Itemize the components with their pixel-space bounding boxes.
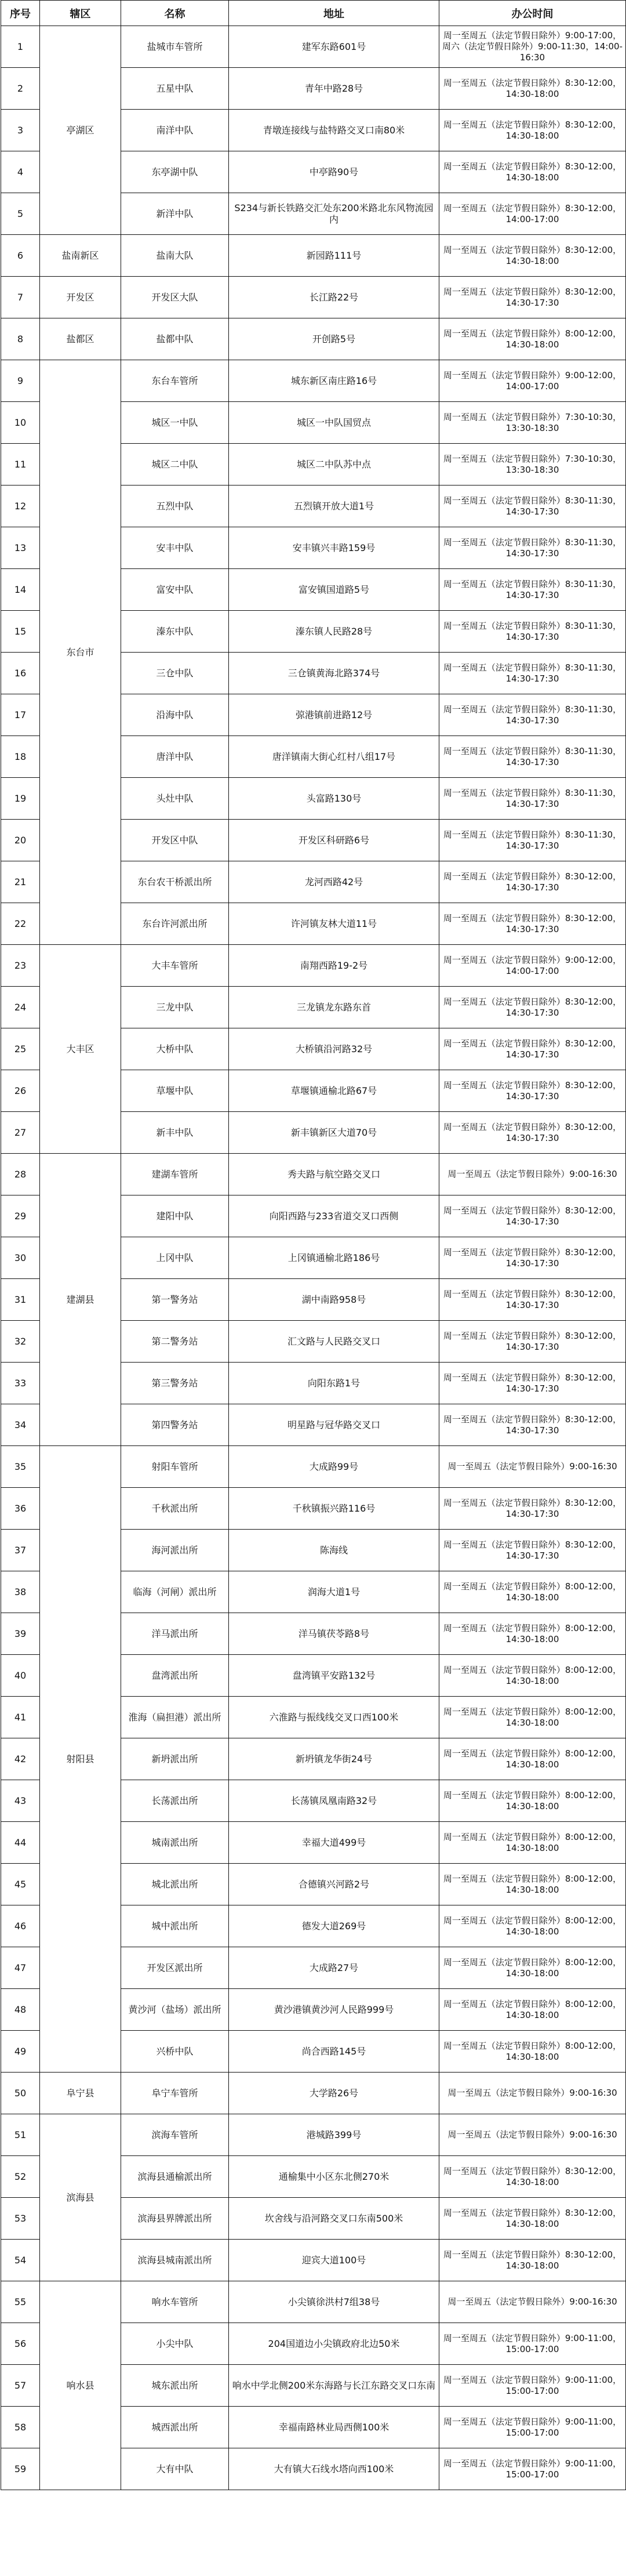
- cell-seq: 26: [1, 1070, 40, 1112]
- cell-address: 小尖镇徐洪村7组38号: [229, 2281, 439, 2323]
- cell-name: 临海（河闸）派出所: [121, 1571, 229, 1613]
- cell-name: 第四警务站: [121, 1404, 229, 1446]
- cell-name: 南洋中队: [121, 110, 229, 151]
- cell-name: 溱东中队: [121, 611, 229, 653]
- cell-seq: 12: [1, 486, 40, 527]
- cell-name: 大桥中队: [121, 1028, 229, 1070]
- cell-hours: 周一至周五（法定节假日除外）9:00-16:30: [439, 2281, 626, 2323]
- cell-seq: 30: [1, 1237, 40, 1279]
- cell-seq: 54: [1, 2240, 40, 2281]
- cell-hours: 周一至周五（法定节假日除外）8:30-12:00，14:30-17:30: [439, 987, 626, 1028]
- cell-seq: 58: [1, 2407, 40, 2448]
- cell-name: 盐城市车管所: [121, 26, 229, 68]
- table-row: [1, 318, 626, 360]
- cell-district: 盐南新区: [40, 235, 121, 277]
- cell-seq: 51: [1, 2114, 40, 2156]
- cell-hours: 周一至周五（法定节假日除外）9:00-16:30: [439, 2114, 626, 2156]
- cell-name: 射阳车管所: [121, 1446, 229, 1488]
- cell-name: 头灶中队: [121, 778, 229, 820]
- cell-hours: 周一至周五（法定节假日除外）8:30-12:00，14:30-17:30: [439, 1028, 626, 1070]
- cell-name: 安丰中队: [121, 527, 229, 569]
- cell-seq: 19: [1, 778, 40, 820]
- cell-name: 淮海（扁担港）派出所: [121, 1697, 229, 1738]
- cell-district: 东台市: [40, 360, 121, 945]
- cell-seq: 40: [1, 1655, 40, 1697]
- cell-name: 城南派出所: [121, 1822, 229, 1864]
- cell-hours: 周一至周五（法定节假日除外）8:30-12:00，14:30-17:30: [439, 1363, 626, 1404]
- cell-hours: 周一至周五（法定节假日除外）9:00-12:00，14:00-17:00: [439, 945, 626, 987]
- cell-hours: 周一至周五（法定节假日除外）8:30-12:00，14:30-17:30: [439, 1279, 626, 1321]
- cell-hours: 周一至周五（法定节假日除外）8:30-12:00，14:30-18:00: [439, 110, 626, 151]
- cell-district: 响水县: [40, 2281, 121, 2490]
- cell-name: 海河派出所: [121, 1530, 229, 1571]
- cell-address: 城区一中队国贸点: [229, 402, 439, 444]
- cell-seq: 42: [1, 1738, 40, 1780]
- cell-seq: 59: [1, 2448, 40, 2490]
- cell-seq: 23: [1, 945, 40, 987]
- table-row: [1, 235, 626, 277]
- cell-address: 长荡镇凤凰南路32号: [229, 1780, 439, 1822]
- cell-address: 汇文路与人民路交叉口: [229, 1321, 439, 1363]
- cell-seq: 57: [1, 2365, 40, 2407]
- cell-address: 中亭路90号: [229, 151, 439, 193]
- cell-address: 许河镇友林大道11号: [229, 903, 439, 945]
- cell-seq: 8: [1, 318, 40, 360]
- cell-seq: 33: [1, 1363, 40, 1404]
- cell-hours: 周一至周五（法定节假日除外）8:00-12:00，14:30-18:00: [439, 1655, 626, 1697]
- cell-address: 草堰镇通榆北路67号: [229, 1070, 439, 1112]
- cell-hours: 周一至周五（法定节假日除外）8:30-11:30，14:30-17:30: [439, 694, 626, 736]
- cell-address: 富安镇国道路5号: [229, 569, 439, 611]
- cell-name: 城区一中队: [121, 402, 229, 444]
- cell-seq: 15: [1, 611, 40, 653]
- cell-hours: 周一至周五（法定节假日除外）8:30-12:00，14:30-18:00: [439, 2156, 626, 2198]
- cell-address: 三仓镇黄海北路374号: [229, 653, 439, 694]
- cell-hours: 周一至周五（法定节假日除外）9:00-16:30: [439, 2073, 626, 2114]
- cell-seq: 2: [1, 68, 40, 110]
- cell-seq: 18: [1, 736, 40, 778]
- table-row: [1, 277, 626, 318]
- cell-address: 向阳东路1号: [229, 1363, 439, 1404]
- cell-seq: 13: [1, 527, 40, 569]
- cell-hours: 周一至周五（法定节假日除外）7:30-10:30，13:30-18:30: [439, 444, 626, 486]
- cell-seq: 6: [1, 235, 40, 277]
- cell-seq: 48: [1, 1989, 40, 2031]
- cell-seq: 35: [1, 1446, 40, 1488]
- cell-hours: 周一至周五（法定节假日除外）8:30-11:30，14:30-17:30: [439, 569, 626, 611]
- cell-name: 五星中队: [121, 68, 229, 110]
- cell-hours: 周一至周五（法定节假日除外）9:00-11:00，15:00-17:00: [439, 2407, 626, 2448]
- cell-district: 建湖县: [40, 1154, 121, 1446]
- cell-name: 东台许河派出所: [121, 903, 229, 945]
- cell-hours: 周一至周五（法定节假日除外）8:30-11:30，14:30-17:30: [439, 527, 626, 569]
- cell-hours: 周一至周五（法定节假日除外）8:30-12:00，14:30-17:30: [439, 1321, 626, 1363]
- cell-hours: 周一至周五（法定节假日除外）8:30-12:00，14:30-17:30: [439, 903, 626, 945]
- cell-seq: 32: [1, 1321, 40, 1363]
- cell-name: 响水车管所: [121, 2281, 229, 2323]
- cell-address: 城东新区南庄路16号: [229, 360, 439, 402]
- cell-hours: 周一至周五（法定节假日除外）8:30-12:00，14:30-17:30: [439, 1404, 626, 1446]
- cell-hours: 周一至周五（法定节假日除外）8:30-12:00，14:30-18:00: [439, 68, 626, 110]
- cell-hours: 周一至周五（法定节假日除外）8:00-12:00，14:30-18:00: [439, 318, 626, 360]
- cell-name: 新坍派出所: [121, 1738, 229, 1780]
- cell-hours: 周一至周五（法定节假日除外）8:00-12:00，14:30-18:00: [439, 1864, 626, 1905]
- cell-name: 盐南大队: [121, 235, 229, 277]
- cell-hours: 周一至周五（法定节假日除外）8:00-12:00，14:30-18:00: [439, 1989, 626, 2031]
- cell-seq: 44: [1, 1822, 40, 1864]
- cell-seq: 5: [1, 193, 40, 235]
- cell-name: 洋马派出所: [121, 1613, 229, 1655]
- cell-seq: 49: [1, 2031, 40, 2073]
- table-row: [1, 945, 626, 987]
- cell-address: 新坍镇龙华街24号: [229, 1738, 439, 1780]
- cell-hours: 周一至周五（法定节假日除外）8:30-11:30，14:30-17:30: [439, 486, 626, 527]
- cell-hours: 周一至周五（法定节假日除外）8:00-12:00，14:30-18:00: [439, 1697, 626, 1738]
- cell-address: 坎舍线与沿河路交叉口东南500米: [229, 2198, 439, 2240]
- cell-name: 东亭湖中队: [121, 151, 229, 193]
- cell-name: 滨海县城南派出所: [121, 2240, 229, 2281]
- cell-name: 新洋中队: [121, 193, 229, 235]
- cell-name: 五烈中队: [121, 486, 229, 527]
- cell-name: 开发区中队: [121, 820, 229, 861]
- cell-name: 东台车管所: [121, 360, 229, 402]
- cell-address: 合德镇兴河路2号: [229, 1864, 439, 1905]
- cell-hours: 周一至周五（法定节假日除外）8:30-12:00，14:30-18:00: [439, 2240, 626, 2281]
- cell-seq: 36: [1, 1488, 40, 1530]
- cell-hours: 周一至周五（法定节假日除外）8:30-11:30，14:30-17:30: [439, 736, 626, 778]
- cell-address: 幸福南路林业局西侧100米: [229, 2407, 439, 2448]
- cell-name: 阜宁车管所: [121, 2073, 229, 2114]
- cell-address: 响水中学北侧200米东海路与长江东路交叉口东南: [229, 2365, 439, 2407]
- cell-seq: 46: [1, 1905, 40, 1947]
- cell-hours: 周一至周五（法定节假日除外）8:30-12:00，14:00-17:00: [439, 193, 626, 235]
- cell-hours: 周一至周五（法定节假日除外）8:30-12:00，14:30-17:30: [439, 1530, 626, 1571]
- header-district: 辖区: [40, 1, 121, 26]
- cell-name: 第二警务站: [121, 1321, 229, 1363]
- cell-address: 六淮路与振线线交叉口西100米: [229, 1697, 439, 1738]
- cell-address: 大成路27号: [229, 1947, 439, 1989]
- cell-seq: 9: [1, 360, 40, 402]
- cell-address: 湖中南路958号: [229, 1279, 439, 1321]
- cell-seq: 52: [1, 2156, 40, 2198]
- cell-hours: 周一至周五（法定节假日除外）8:00-12:00，14:30-18:00: [439, 1780, 626, 1822]
- cell-district: 阜宁县: [40, 2073, 121, 2114]
- cell-name: 黄沙河（盐场）派出所: [121, 1989, 229, 2031]
- cell-hours: 周一至周五（法定节假日除外）8:30-11:30，14:30-17:30: [439, 611, 626, 653]
- cell-hours: 周一至周五（法定节假日除外）9:00-11:00，15:00-17:00: [439, 2365, 626, 2407]
- cell-name: 开发区派出所: [121, 1947, 229, 1989]
- cell-seq: 55: [1, 2281, 40, 2323]
- cell-name: 三龙中队: [121, 987, 229, 1028]
- cell-seq: 21: [1, 861, 40, 903]
- cell-name: 上冈中队: [121, 1237, 229, 1279]
- cell-hours: 周一至周五（法定节假日除外）9:00-11:00，15:00-17:00: [439, 2323, 626, 2365]
- cell-address: 通榆集中小区东北侧270米: [229, 2156, 439, 2198]
- cell-address: 秀夫路与航空路交叉口: [229, 1154, 439, 1195]
- cell-name: 兴桥中队: [121, 2031, 229, 2073]
- cell-hours: 周一至周五（法定节假日除外）8:30-11:30，14:30-17:30: [439, 820, 626, 861]
- cell-address: 大有镇大石线水塔向西100米: [229, 2448, 439, 2490]
- cell-name: 沿海中队: [121, 694, 229, 736]
- cell-seq: 34: [1, 1404, 40, 1446]
- cell-address: 青年中路28号: [229, 68, 439, 110]
- table-row: [1, 1154, 626, 1195]
- cell-seq: 37: [1, 1530, 40, 1571]
- cell-hours: 周一至周五（法定节假日除外）8:00-12:00，14:30-18:00: [439, 1613, 626, 1655]
- office-hours-table: [1, 0, 626, 2490]
- cell-seq: 45: [1, 1864, 40, 1905]
- cell-seq: 14: [1, 569, 40, 611]
- cell-hours: 周一至周五（法定节假日除外）7:30-10:30，13:30-18:30: [439, 402, 626, 444]
- cell-hours: 周一至周五（法定节假日除外）9:00-16:30: [439, 1446, 626, 1488]
- cell-name: 滨海县通榆派出所: [121, 2156, 229, 2198]
- cell-name: 小尖中队: [121, 2323, 229, 2365]
- cell-hours: 周一至周五（法定节假日除外）8:30-11:30，14:30-17:30: [439, 653, 626, 694]
- cell-seq: 50: [1, 2073, 40, 2114]
- cell-hours: 周一至周五（法定节假日除外）8:00-12:00，14:30-18:00: [439, 1947, 626, 1989]
- table-row: [1, 2114, 626, 2156]
- cell-name: 大有中队: [121, 2448, 229, 2490]
- table-body: [1, 26, 626, 2490]
- cell-seq: 16: [1, 653, 40, 694]
- cell-seq: 28: [1, 1154, 40, 1195]
- cell-address: 陈海线: [229, 1530, 439, 1571]
- header-seq: 序号: [1, 1, 40, 26]
- cell-seq: 24: [1, 987, 40, 1028]
- cell-address: 迎宾大道100号: [229, 2240, 439, 2281]
- cell-name: 唐洋中队: [121, 736, 229, 778]
- cell-hours: 周一至周五（法定节假日除外）8:00-12:00，14:30-18:00: [439, 1738, 626, 1780]
- cell-name: 城区二中队: [121, 444, 229, 486]
- cell-seq: 7: [1, 277, 40, 318]
- cell-name: 大丰车管所: [121, 945, 229, 987]
- cell-address: 三龙镇龙东路东首: [229, 987, 439, 1028]
- cell-address: 龙河西路42号: [229, 861, 439, 903]
- cell-district: 亭湖区: [40, 26, 121, 235]
- header-hours: 办公时间: [439, 1, 626, 26]
- cell-seq: 3: [1, 110, 40, 151]
- cell-name: 盐都中队: [121, 318, 229, 360]
- cell-address: 开创路5号: [229, 318, 439, 360]
- cell-address: 尚合西路145号: [229, 2031, 439, 2073]
- cell-name: 城西派出所: [121, 2407, 229, 2448]
- cell-seq: 39: [1, 1613, 40, 1655]
- cell-address: 盘湾镇平安路132号: [229, 1655, 439, 1697]
- cell-address: 大桥镇沿河路32号: [229, 1028, 439, 1070]
- cell-address: 开发区科研路6号: [229, 820, 439, 861]
- cell-address: 青墩连接线与盐特路交叉口南80米: [229, 110, 439, 151]
- cell-name: 城中派出所: [121, 1905, 229, 1947]
- cell-district: 开发区: [40, 277, 121, 318]
- cell-hours: 周一至周五（法定节假日除外）8:30-12:00，14:30-17:30: [439, 1237, 626, 1279]
- cell-name: 建湖车管所: [121, 1154, 229, 1195]
- cell-address: 唐洋镇南大街心红村八组17号: [229, 736, 439, 778]
- cell-seq: 11: [1, 444, 40, 486]
- header-name: 名称: [121, 1, 229, 26]
- cell-address: 幸福大道499号: [229, 1822, 439, 1864]
- cell-name: 新丰中队: [121, 1112, 229, 1154]
- cell-seq: 31: [1, 1279, 40, 1321]
- table-row: [1, 26, 626, 68]
- cell-address: 上冈镇通榆北路186号: [229, 1237, 439, 1279]
- cell-seq: 25: [1, 1028, 40, 1070]
- cell-address: 黄沙港镇黄沙河人民路999号: [229, 1989, 439, 2031]
- cell-address: 安丰镇兴丰路159号: [229, 527, 439, 569]
- cell-name: 三仓中队: [121, 653, 229, 694]
- table-row: [1, 1446, 626, 1488]
- header-address: 地址: [229, 1, 439, 26]
- cell-seq: 43: [1, 1780, 40, 1822]
- cell-address: 千秋镇振兴路116号: [229, 1488, 439, 1530]
- cell-name: 城北派出所: [121, 1864, 229, 1905]
- table-row: [1, 360, 626, 402]
- cell-address: 城区二中队苏中点: [229, 444, 439, 486]
- cell-address: 溱东镇人民路28号: [229, 611, 439, 653]
- cell-address: 南翔西路19-2号: [229, 945, 439, 987]
- cell-name: 开发区大队: [121, 277, 229, 318]
- table-row: [1, 2073, 626, 2114]
- cell-address: 德发大道269号: [229, 1905, 439, 1947]
- cell-address: 204国道边小尖镇政府北边50米: [229, 2323, 439, 2365]
- cell-district: 射阳县: [40, 1446, 121, 2073]
- cell-address: 向阳西路与233省道交叉口西侧: [229, 1195, 439, 1237]
- cell-hours: 周一至周五（法定节假日除外）9:00-12:00，14:00-17:00: [439, 360, 626, 402]
- cell-district: 滨海县: [40, 2114, 121, 2281]
- cell-address: 洋马镇茯苓路8号: [229, 1613, 439, 1655]
- cell-address: S234与新长铁路交汇处东200米路北东风物流园内: [229, 193, 439, 235]
- cell-name: 滨海县界牌派出所: [121, 2198, 229, 2240]
- cell-seq: 4: [1, 151, 40, 193]
- cell-address: 新园路111号: [229, 235, 439, 277]
- cell-address: 五烈镇开放大道1号: [229, 486, 439, 527]
- cell-name: 长荡派出所: [121, 1780, 229, 1822]
- cell-address: 大成路99号: [229, 1446, 439, 1488]
- cell-hours: 周一至周五（法定节假日除外）9:00-16:30: [439, 1154, 626, 1195]
- cell-hours: 周一至周五（法定节假日除外）8:30-12:00，14:30-17:30: [439, 861, 626, 903]
- cell-hours: 周一至周五（法定节假日除外）8:30-11:30，14:30-17:30: [439, 778, 626, 820]
- cell-seq: 17: [1, 694, 40, 736]
- table-row: [1, 2281, 626, 2323]
- cell-seq: 27: [1, 1112, 40, 1154]
- cell-seq: 38: [1, 1571, 40, 1613]
- cell-name: 第一警务站: [121, 1279, 229, 1321]
- cell-seq: 47: [1, 1947, 40, 1989]
- cell-hours: 周一至周五（法定节假日除外）9:00-17:00，周六（法定节假日除外）9:00-11:30，14:00-16:30: [439, 26, 626, 68]
- cell-hours: 周一至周五（法定节假日除外）8:30-12:00，14:30-17:30: [439, 1112, 626, 1154]
- cell-hours: 周一至周五（法定节假日除外）8:30-12:00，14:30-18:00: [439, 151, 626, 193]
- cell-address: 长江路22号: [229, 277, 439, 318]
- cell-address: 润海大道1号: [229, 1571, 439, 1613]
- cell-address: 头富路130号: [229, 778, 439, 820]
- cell-name: 盘湾派出所: [121, 1655, 229, 1697]
- cell-hours: 周一至周五（法定节假日除外）8:00-12:00，14:30-18:00: [439, 2031, 626, 2073]
- cell-seq: 1: [1, 26, 40, 68]
- cell-district: 盐都区: [40, 318, 121, 360]
- cell-hours: 周一至周五（法定节假日除外）8:30-12:00，14:30-17:30: [439, 1195, 626, 1237]
- cell-name: 第三警务站: [121, 1363, 229, 1404]
- cell-seq: 10: [1, 402, 40, 444]
- cell-address: 新丰镇新区大道70号: [229, 1112, 439, 1154]
- cell-name: 草堰中队: [121, 1070, 229, 1112]
- cell-hours: 周一至周五（法定节假日除外）8:30-12:00，14:30-17:30: [439, 277, 626, 318]
- cell-seq: 41: [1, 1697, 40, 1738]
- cell-address: 港城路399号: [229, 2114, 439, 2156]
- cell-address: 弶港镇前进路12号: [229, 694, 439, 736]
- cell-district: 大丰区: [40, 945, 121, 1154]
- cell-address: 明星路与冠华路交叉口: [229, 1404, 439, 1446]
- cell-hours: 周一至周五（法定节假日除外）8:30-12:00，14:30-18:00: [439, 235, 626, 277]
- cell-seq: 53: [1, 2198, 40, 2240]
- cell-name: 东台农干桥派出所: [121, 861, 229, 903]
- cell-name: 滨海车管所: [121, 2114, 229, 2156]
- cell-seq: 29: [1, 1195, 40, 1237]
- cell-name: 富安中队: [121, 569, 229, 611]
- cell-address: 大学路26号: [229, 2073, 439, 2114]
- cell-name: 千秋派出所: [121, 1488, 229, 1530]
- table-header-row: [1, 1, 626, 26]
- cell-hours: 周一至周五（法定节假日除外）8:00-12:00，14:30-18:00: [439, 1905, 626, 1947]
- cell-seq: 56: [1, 2323, 40, 2365]
- cell-seq: 20: [1, 820, 40, 861]
- cell-hours: 周一至周五（法定节假日除外）8:30-12:00，14:30-18:00: [439, 2198, 626, 2240]
- cell-name: 城东派出所: [121, 2365, 229, 2407]
- cell-name: 建阳中队: [121, 1195, 229, 1237]
- cell-hours: 周一至周五（法定节假日除外）8:30-12:00，14:30-17:30: [439, 1488, 626, 1530]
- cell-address: 建军东路601号: [229, 26, 439, 68]
- cell-hours: 周一至周五（法定节假日除外）8:30-12:00，14:30-17:30: [439, 1070, 626, 1112]
- cell-hours: 周一至周五（法定节假日除外）8:00-12:00，14:30-18:00: [439, 1822, 626, 1864]
- cell-hours: 周一至周五（法定节假日除外）9:00-11:00，15:00-17:00: [439, 2448, 626, 2490]
- cell-seq: 22: [1, 903, 40, 945]
- cell-hours: 周一至周五（法定节假日除外）8:00-12:00，14:30-18:00: [439, 1571, 626, 1613]
